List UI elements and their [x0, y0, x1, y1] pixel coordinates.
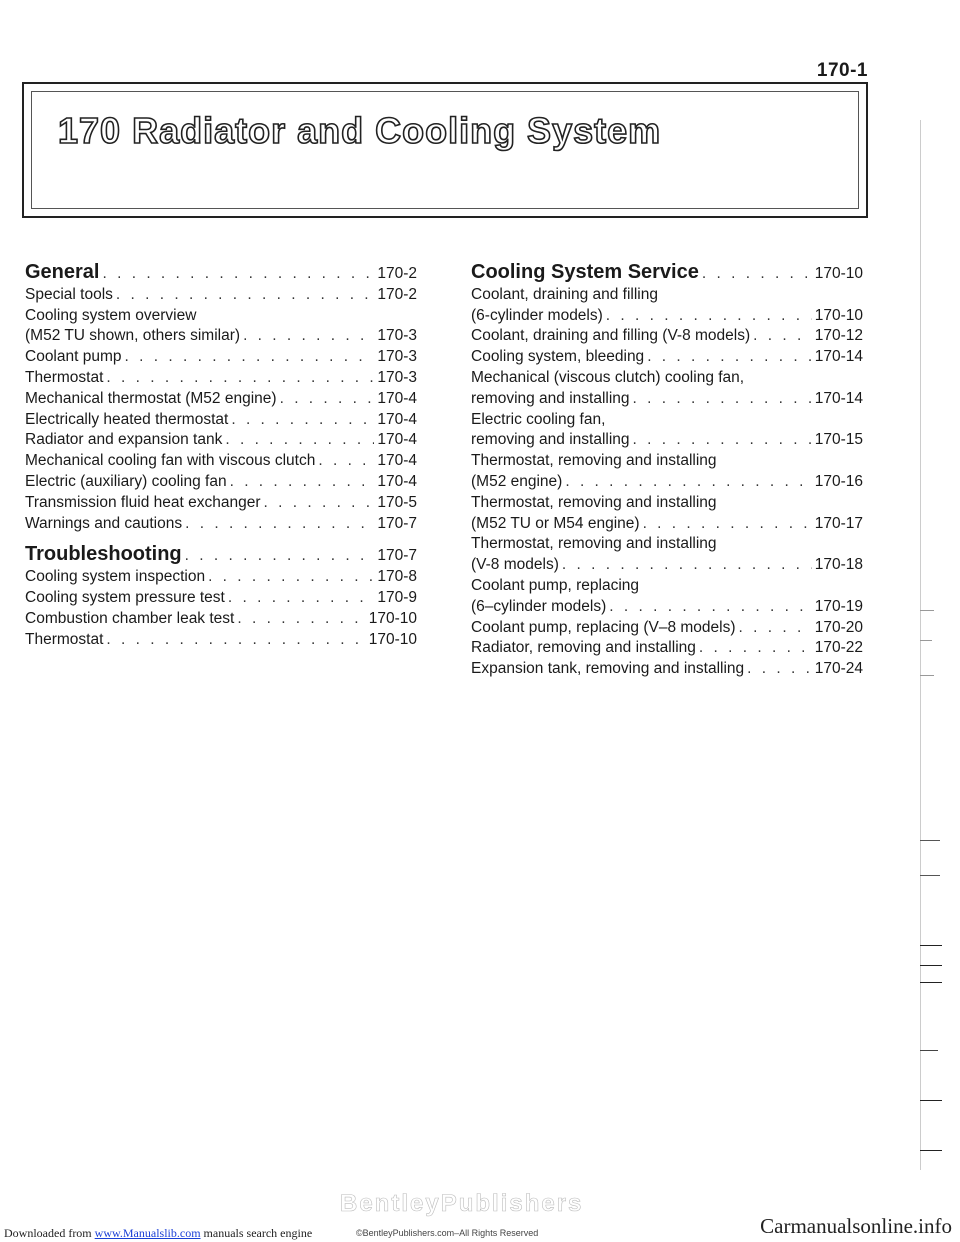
toc-entry: [25, 285, 417, 306]
toc-page-ref: 170-10: [368, 609, 417, 627]
dot-leader: [633, 430, 812, 451]
toc-page-ref: 170-3: [377, 327, 417, 345]
toc-entry-title: Troubleshooting: [25, 543, 182, 566]
toc-page-ref: 170-3: [377, 368, 417, 386]
toc-entry: [25, 430, 417, 451]
toc-page-ref: 170-10: [814, 265, 863, 282]
toc-page-ref: 170-7: [377, 547, 417, 565]
toc-left-column: [25, 262, 417, 650]
toc-entry-title: Coolant pump: [25, 348, 122, 366]
toc-entry-title: Radiator and expansion tank: [25, 431, 223, 449]
toc-entry-title: (M52 engine): [471, 472, 563, 490]
toc-page-ref: 170-4: [377, 410, 417, 428]
toc-entry: [471, 430, 863, 451]
copyright-notice: ©BentleyPublishers.com–All Rights Reserved: [356, 1228, 539, 1238]
toc-line: Coolant, draining and filling: [471, 285, 658, 303]
toc-entry: [471, 555, 863, 576]
toc-entry: [25, 472, 417, 493]
dot-leader: [225, 430, 374, 451]
dot-leader: [185, 514, 374, 535]
dot-leader: [702, 264, 812, 285]
toc-entry-title: Coolant pump, replacing (V–8 models): [471, 618, 736, 636]
dot-leader: [633, 389, 812, 410]
dot-leader: [606, 306, 812, 327]
toc-entry: [25, 389, 417, 410]
toc-page-ref: 170-3: [377, 348, 417, 366]
toc-entry-title: Mechanical thermostat (M52 engine): [25, 389, 277, 407]
toc-line: Thermostat, removing and installing: [471, 493, 717, 511]
toc-entry: [25, 326, 417, 347]
toc-page-ref: 170-9: [377, 588, 417, 606]
manualslib-link[interactable]: www.Manualslib.com: [94, 1226, 201, 1240]
dot-leader: [116, 285, 374, 306]
toc-page-ref: 170-4: [377, 431, 417, 449]
toc-entry-title: General: [25, 261, 100, 283]
toc-page-ref: 170-4: [377, 472, 417, 490]
toc-entry: [25, 347, 417, 368]
toc-entry-title: (6–cylinder models): [471, 597, 607, 615]
toc-line: Cooling system overview: [25, 306, 197, 324]
carmanualsonline-site: Carmanualsonline.info: [760, 1214, 952, 1238]
toc-section: [471, 262, 863, 285]
dot-leader: [609, 597, 811, 618]
toc-page-ref: 170-14: [814, 348, 863, 366]
toc-right-column: [471, 262, 863, 680]
toc-line: Electric cooling fan,: [471, 410, 606, 428]
toc-entry: [471, 389, 863, 410]
toc-entry: [471, 472, 863, 493]
margin-tab-marks: [914, 120, 954, 1170]
dot-leader: [565, 472, 811, 493]
toc-section: [25, 262, 417, 285]
dot-leader: [562, 555, 812, 576]
toc-entry-title: Thermostat: [25, 368, 104, 386]
toc-entry-title: Thermostat: [25, 630, 104, 648]
toc-entry-title: Special tools: [25, 285, 113, 303]
toc-entry-title: Cooling system pressure test: [25, 588, 225, 606]
toc-entry: [25, 588, 417, 609]
toc-entry-title: (M52 TU or M54 engine): [471, 514, 640, 532]
toc-line: Thermostat, removing and installing: [471, 452, 717, 470]
toc-page-ref: 170-24: [814, 660, 863, 678]
dot-leader: [106, 630, 365, 651]
toc-page-ref: 170-22: [814, 639, 863, 657]
chapter-title: 170 Radiator and Cooling System: [58, 110, 662, 151]
toc-page-ref: 170-4: [377, 452, 417, 470]
page-number: 170-1: [816, 60, 868, 81]
toc-entry: [471, 638, 863, 659]
toc-page-ref: 170-5: [377, 493, 417, 511]
toc-page-ref: 170-10: [368, 630, 417, 648]
toc-page-ref: 170-19: [814, 597, 863, 615]
toc-entry: [471, 306, 863, 327]
dot-leader: [699, 638, 812, 659]
dot-leader: [125, 347, 375, 368]
toc-entry: [471, 326, 863, 347]
dot-leader: [106, 368, 374, 389]
toc-page-ref: 170-2: [377, 265, 417, 282]
dot-leader: [647, 347, 812, 368]
toc-entry-title: Coolant, draining and filling (V-8 models): [471, 327, 751, 345]
dot-leader: [280, 389, 375, 410]
toc-page-ref: 170-10: [814, 306, 863, 324]
toc-entry-title: removing and installing: [471, 389, 630, 407]
toc-entry-title: Warnings and cautions: [25, 514, 183, 532]
toc-entry-title: Electric (auxiliary) cooling fan: [25, 472, 227, 490]
toc-page-ref: 170-17: [814, 514, 863, 532]
dot-leader: [230, 472, 375, 493]
toc-entry-title: Cooling System Service: [471, 261, 699, 283]
dot-leader: [643, 514, 812, 535]
toc-page-ref: 170-18: [814, 556, 863, 574]
toc-entry-title: Combustion chamber leak test: [25, 609, 235, 627]
dot-leader: [185, 546, 375, 567]
toc-entry-title: removing and installing: [471, 431, 630, 449]
toc-entry: [25, 493, 417, 514]
toc-entry-title: Transmission fluid heat exchanger: [25, 493, 261, 511]
toc-entry-title: (V-8 models): [471, 556, 559, 574]
toc-page-ref: 170-14: [814, 389, 863, 407]
toc-page-ref: 170-12: [814, 327, 863, 345]
toc-page-ref: 170-2: [377, 285, 417, 303]
dot-leader: [318, 451, 374, 472]
dot-leader: [208, 567, 374, 588]
toc-line: Thermostat, removing and installing: [471, 535, 717, 553]
toc-entry-title: Radiator, removing and installing: [471, 639, 696, 657]
toc-entry-title: Cooling system inspection: [25, 568, 206, 586]
toc-page-ref: 170-16: [814, 472, 863, 490]
download-footer: Downloaded from www.Manualslib.com manuals search engine: [4, 1226, 313, 1240]
toc-page-ref: 170-20: [814, 618, 863, 636]
toc-page-ref: 170-7: [377, 514, 417, 532]
dot-leader: [264, 493, 375, 514]
toc-entry: [25, 567, 417, 588]
toc-entry: [471, 514, 863, 535]
dot-leader: [747, 659, 812, 680]
toc-line: Mechanical (viscous clutch) cooling fan,: [471, 368, 745, 386]
toc-entry: [471, 347, 863, 368]
toc-entry: [471, 618, 863, 639]
toc-entry-title: Expansion tank, removing and installing: [471, 660, 745, 678]
toc-entry: [25, 630, 417, 651]
dot-leader: [231, 410, 374, 431]
toc-entry: [471, 597, 863, 618]
toc-entry-title: Cooling system, bleeding: [471, 348, 645, 366]
toc-entry: [25, 451, 417, 472]
toc-line: Coolant pump, replacing: [471, 576, 640, 594]
dot-leader: [237, 609, 365, 630]
toc-entry: [471, 659, 863, 680]
dot-leader: [228, 588, 374, 609]
toc-entry-title: (6-cylinder models): [471, 306, 603, 324]
toc-entry-title: Mechanical cooling fan with viscous clutch: [25, 452, 316, 470]
toc-entry-title: (M52 TU shown, others similar): [25, 327, 241, 345]
toc-entry: [25, 368, 417, 389]
dot-leader: [739, 618, 812, 639]
toc-section: [25, 544, 417, 567]
publisher-watermark: BentleyPublishers: [340, 1190, 584, 1217]
toc-entry: [25, 609, 417, 630]
toc-page-ref: 170-4: [377, 389, 417, 407]
dot-leader: [753, 326, 812, 347]
toc-entry-title: Electrically heated thermostat: [25, 410, 229, 428]
toc-entry: [25, 410, 417, 431]
toc-page-ref: 170-15: [814, 431, 863, 449]
dot-leader: [102, 264, 374, 285]
toc-page-ref: 170-8: [377, 568, 417, 586]
toc-entry: [25, 514, 417, 535]
dot-leader: [243, 326, 374, 347]
